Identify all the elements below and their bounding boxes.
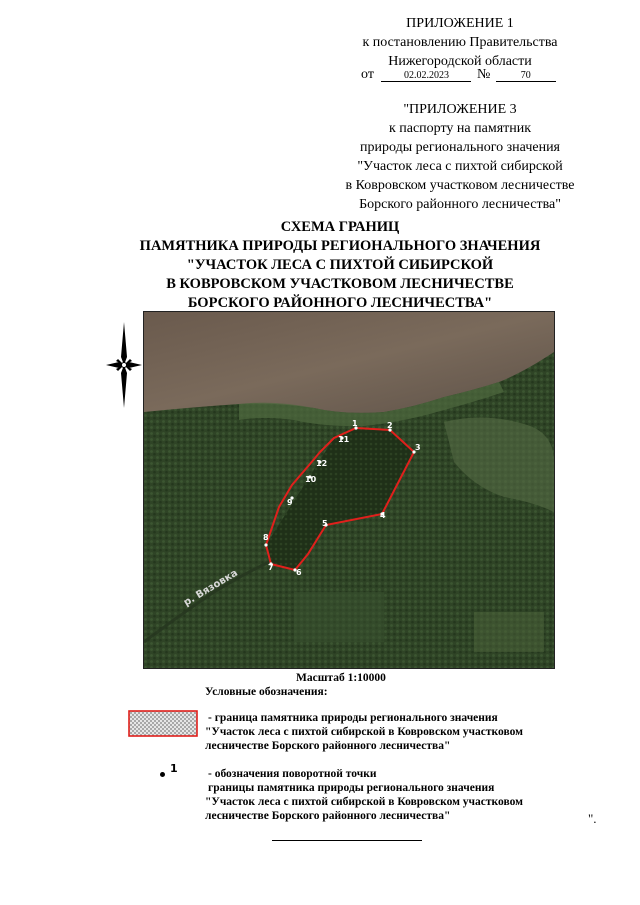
map-scale: Масштаб 1:10000 <box>296 672 386 684</box>
legend-point-line4: лесничестве Борского районного лесничества" <box>205 810 451 822</box>
svg-text:7: 7 <box>268 563 274 572</box>
appendix3-title: "ПРИЛОЖЕНИЕ 3 <box>403 102 517 117</box>
appendix1-block <box>330 14 590 71</box>
appendix3-line1: к паспорту на памятник <box>388 121 532 136</box>
scheme-title <box>40 218 640 313</box>
svg-text:2: 2 <box>387 421 393 430</box>
svg-text:6: 6 <box>296 568 302 577</box>
legend-point-line2: границы памятника природы регионального значения <box>208 782 495 794</box>
scheme-title-line5: БОРСКОГО РАЙОННОГО ЛЕСНИЧЕСТВА" <box>187 295 493 311</box>
svg-text:10: 10 <box>305 475 317 484</box>
turning-point <box>305 475 317 484</box>
legend-point-line1: - обозначения поворотной точки <box>208 768 377 780</box>
legend-point-text <box>205 767 605 823</box>
appendix1-region: Нижегородской области <box>388 54 532 69</box>
number-value: 70 <box>496 70 556 82</box>
point-dot-icon <box>160 772 165 777</box>
appendix3-line4: в Ковровском участковом лесничестве <box>345 178 575 193</box>
compass-rose-icon <box>106 322 142 408</box>
river-label: р. Вязовка <box>181 567 240 609</box>
appendix1-title: ПРИЛОЖЕНИЕ 1 <box>406 16 514 31</box>
appendix3-line5: Борского районного лесничества" <box>359 197 561 212</box>
svg-text:12: 12 <box>316 459 328 468</box>
svg-text:9: 9 <box>287 498 293 507</box>
legend-boundary-swatch <box>128 710 198 737</box>
svg-text:11: 11 <box>338 435 350 444</box>
appendix3-block <box>310 100 610 214</box>
scheme-title-line1: СХЕМА ГРАНИЦ <box>280 219 400 235</box>
appendix3-line2: природы регионального значения <box>360 140 560 155</box>
turning-point <box>338 435 350 444</box>
closing-quote: ". <box>588 811 597 826</box>
legend-boundary-text <box>205 711 605 753</box>
svg-text:5: 5 <box>322 519 328 528</box>
appendix1-resolution: к постановлению Правительства <box>362 35 558 50</box>
point-number: 1 <box>170 762 178 775</box>
date-prefix: от <box>361 67 374 82</box>
turning-point <box>380 511 386 520</box>
date-number-line <box>361 67 556 83</box>
svg-text:4: 4 <box>380 511 386 520</box>
svg-text:1: 1 <box>352 419 358 428</box>
turning-point <box>322 519 328 528</box>
legend-boundary-line2: "Участок леса с пихтой сибирской в Ковровском участковом <box>205 726 523 738</box>
bottom-divider <box>272 840 422 841</box>
legend-boundary-line3: лесничестве Борского районного лесничества" <box>205 740 451 752</box>
svg-text:8: 8 <box>263 533 269 542</box>
legend-point-symbol <box>158 762 188 782</box>
svg-text:3: 3 <box>415 443 421 452</box>
appendix3-line3: "Участок леса с пихтой сибирской <box>357 159 563 174</box>
legend-boundary-line1: - граница памятника природы регионального значения <box>208 712 498 724</box>
date-value: 02.02.2023 <box>381 70 471 82</box>
scheme-title-line4: В КОВРОВСКОМ УЧАСТКОВОМ ЛЕСНИЧЕСТВЕ <box>166 276 514 292</box>
scheme-title-line2: ПАМЯТНИКА ПРИРОДЫ РЕГИОНАЛЬНОГО ЗНАЧЕНИЯ <box>139 238 541 254</box>
satellite-map <box>143 311 555 669</box>
turning-point <box>268 562 274 572</box>
turning-point <box>316 459 327 468</box>
legend-point-line3: "Участок леса с пихтой сибирской в Ковровском участковом <box>205 796 523 808</box>
scheme-title-line3: "УЧАСТОК ЛЕСА С ПИХТОЙ СИБИРСКОЙ <box>186 257 494 273</box>
legend-title: Условные обозначения: <box>205 686 328 698</box>
number-sign: № <box>476 67 491 82</box>
